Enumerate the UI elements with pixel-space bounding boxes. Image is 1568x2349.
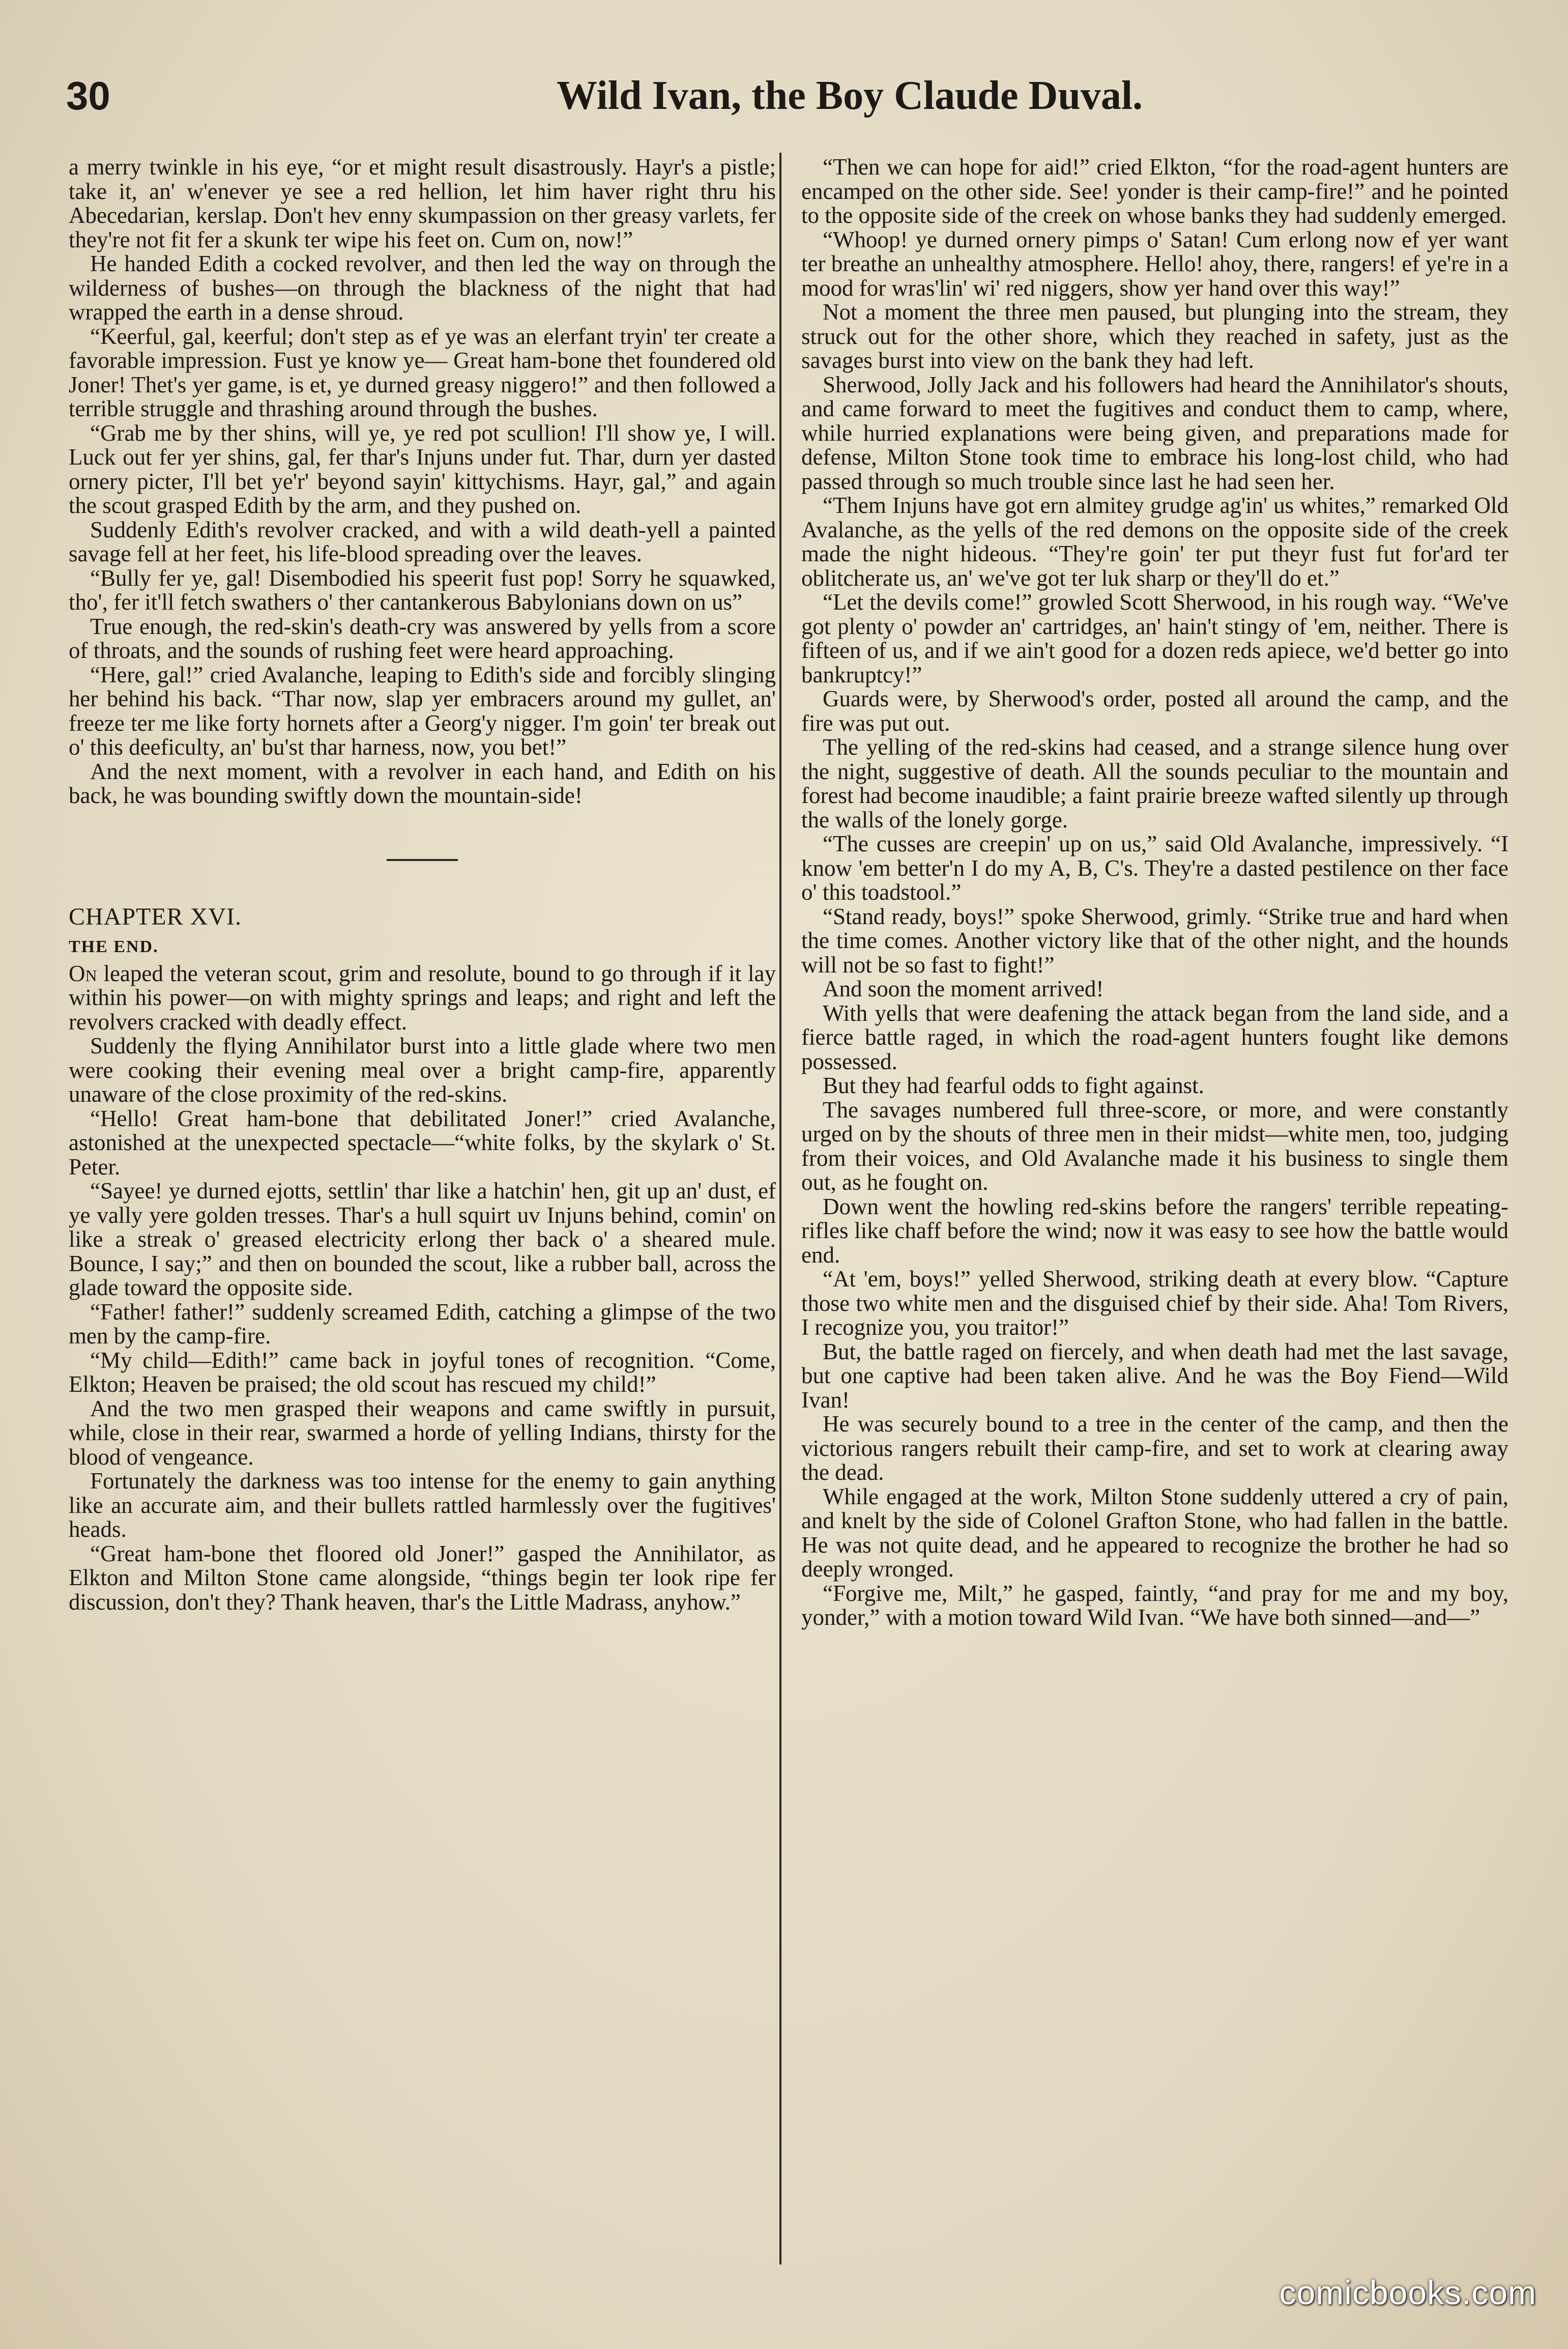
opening-word: On xyxy=(69,960,97,986)
paragraph: “My child—Edith!” came back in joyful tones of recognition. “Come, Elkton; Heaven be praised; the old scout has rescued my child!” xyxy=(69,1347,776,1397)
paragraph: “Great ham-bone thet floored old Joner!” gasped the Annihilator, as Elkton and Milton Stone came alongside, “things begin ter look ripe fer discussion, don't they? Thank heaven, thar's the Little Madrass, anyhow.” xyxy=(69,1540,776,1615)
paragraph: “Whoop! ye durned ornery pimps o' Satan! Cum erlong now ef yer want ter breathe an unhealthy atmosphere. Hello! ahoy, there, rangers! ef ye're in a mood for wras'lin' wi' red niggers, show yer hand over this way!” xyxy=(801,226,1508,301)
paragraph: “Sayee! ye durned ejotts, settlin' thar like a hatchin' hen, git up an' dust, ef ye vally yere golden tresses. Thar's a hull squirt uv Injuns behind, comin' on like a streak o' greased electricity erlong ther back o' a sheared mule. Bounce, I say;” and then on bounded the scout, like a rubber ball, across the glade toward the opposite side. xyxy=(69,1178,776,1300)
paragraph: “At 'em, boys!” yelled Sherwood, striking death at every blow. “Capture those two white men and the disguised chief by their side. Aha! Tom Rivers, I recognize you, you traitor!” xyxy=(801,1266,1508,1340)
paragraph: And the two men grasped their weapons and came swiftly in pursuit, while, close in their rear, swarmed a horde of yelling Indians, thirsty for the blood of vengeance. xyxy=(69,1395,776,1470)
page-header xyxy=(66,70,1496,126)
paragraph: “Grab me by ther shins, will ye, ye red pot scullion! I'll show ye, I will. Luck out fer yer shins, gal, fer thar's Injuns under fut. Thar, durn yer dasted ornery picter, I'll bet ye'r' beyond sayin' kittychisms. Hayr, gal,” and again the scout grasped Edith by the arm, and they pushed on. xyxy=(69,420,776,518)
paragraph: “The cusses are creepin' up on us,” said Old Avalanche, impressively. “I know 'em better'n I do my A, B, C's. They're a dasted pestilence on ther face o' this toadstool.” xyxy=(801,831,1508,905)
paragraph: “Here, gal!” cried Avalanche, leaping to Edith's side and forcibly slinging her behind his back. “Thar now, slap yer embracers around my gullet, an' freeze ter me like forty hornets after a Georg'y nigger. I'm goin' ter break out o' this deeficulty, an' bu'st thar harness, now, you bet!” xyxy=(69,662,776,760)
paragraph: He handed Edith a cocked revolver, and then led the way on through the wilderness of bushes—on through the blackness of the night that had wrapped the earth in a dense shroud. xyxy=(69,251,776,325)
page-number: 30 xyxy=(66,73,110,118)
paragraph: While engaged at the work, Milton Stone suddenly uttered a cry of pain, and knelt by the side of Colonel Grafton Stone, who had fallen in the battle. He was not quite dead, and he appeared to recognize the brother he had so deeply wronged. xyxy=(801,1483,1508,1582)
paragraph: “Bully fer ye, gal! Disembodied his speerit fust pop! Sorry he squawked, tho', fer it'll fetch swathers o' ther cantankerous Babylonians down on us” xyxy=(69,565,776,615)
paragraph: Fortunately the darkness was too intense for the enemy to gain anything like an accurate aim, and their bullets rattled harmlessly over the fugitives' heads. xyxy=(69,1468,776,1542)
left-paragraphs-before-chapter xyxy=(69,155,776,808)
paragraph: But, the battle raged on fiercely, and when death had met the last savage, but one captive had been taken alive. And he was the Boy Fiend—Wild Ivan! xyxy=(801,1338,1508,1413)
chapter-subtitle: THE END. xyxy=(69,937,159,956)
paragraph: With yells that were deafening the attack began from the land side, and a fierce battle raged, in which the road-agent hunters fought like demons possessed. xyxy=(801,1000,1508,1074)
paragraph: Not a moment the three men paused, but plunging into the stream, they struck out for the other shore, which they reached in safety, just as the savages burst into view on the bank they had left. xyxy=(801,299,1508,373)
chapter-title: CHAPTER XVI. xyxy=(69,903,242,930)
paragraph: He was securely bound to a tree in the center of the camp, and then the victorious rangers rebuilt their camp-fire, and set to work at clearing away the dead. xyxy=(801,1411,1508,1485)
paragraph: The yelling of the red-skins had ceased, and a strange silence hung over the night, suggestive of death. All the sounds peculiar to the mountain and forest had become inaudible; a faint prairie breeze wafted silently up through the walls of the lonely gorge. xyxy=(801,734,1508,833)
paragraph: And soon the moment arrived! xyxy=(823,976,1104,1001)
watermark: comicbooks.com xyxy=(1279,2274,1536,2311)
paragraph: Suddenly Edith's revolver cracked, and with a wild death-yell a painted savage fell at her feet, his life-blood spreading over the leaves. xyxy=(69,517,776,566)
paragraph: The savages numbered full three-score, or more, and were constantly urged on by the shouts of three men in their midst—white men, too, judging from their voices, and Old Avalanche made it his business to single them out, as he fought on. xyxy=(801,1097,1508,1195)
paragraph: “Keerful, gal, keerful; don't step as ef ye was an elerfant tryin' ter create a favorable impression. Fust ye know ye— Great ham-bone thet foundered old Joner! Thet's yer game, is et, ye durned greasy niggero!” and then followed a terrible struggle and thrashing around through the bushes. xyxy=(69,323,776,421)
paragraph: a merry twinkle in his eye, “or et might result disastrously. Hayr's a pistle; take it, an' w'enever ye see a red hellion, let him haver right thru his Abecedarian, kerslap. Don't hev enny skumpassion on ther greasy varlets, fer they're not fit fer a skunk ter wipe his feet on. Cum on, now!” xyxy=(69,155,776,252)
chapter-opening-paragraph xyxy=(69,962,776,1035)
running-title: Wild Ivan, the Boy Claude Duval. xyxy=(556,73,1143,118)
paragraph: Suddenly the flying Annihilator burst into a little glade where two men were cooking their evening meal over a bright camp-fire, apparently unaware of the close proximity of the red-skins. xyxy=(69,1033,776,1107)
paragraph: And the next moment, with a revolver in each hand, and Edith on his back, he was bounding swiftly down the mountain-side! xyxy=(69,758,776,808)
paragraph: Down went the howling red-skins before the rangers' terrible repeating-rifles like chaff before the wind; now it was easy to see how the battle would end. xyxy=(801,1193,1508,1268)
paragraph: Guards were, by Sherwood's order, posted all around the camp, and the fire was put out. xyxy=(801,686,1508,736)
column-divider xyxy=(779,153,781,2265)
paragraph: “Forgive me, Milt,” he gasped, faintly, “and pray for me and my boy, yonder,” with a motion toward Wild Ivan. “We have both sinned—and—” xyxy=(801,1580,1508,1630)
opening-text: leaped the veteran scout, grim and resolute, bound to go through if it lay within his power—on with mighty springs and leaps; and right and left the revolvers cracked with deadly effect. xyxy=(69,960,776,1035)
paragraph: “Hello! Great ham-bone that debilitated Joner!” cried Avalanche, astonished at the unexpected spectacle—“white folks, by the skylark o' St. Peter. xyxy=(69,1105,776,1180)
paragraph: “Then we can hope for aid!” cried Elkton, “for the road-agent hunters are encamped on the other side. See! yonder is their camp-fire!” and he pointed to the opposite side of the creek on whose banks they had suddenly emerged. xyxy=(801,155,1508,228)
right-column xyxy=(801,155,1508,2242)
left-column xyxy=(69,155,776,2242)
paragraph: True enough, the red-skin's death-cry was answered by yells from a score of throats, and the sounds of rushing feet were heard approaching. xyxy=(69,613,776,663)
paragraph: “Them Injuns have got ern almitey grudge ag'in' us whites,” remarked Old Avalanche, as the yells of the red demons on the opposite side of the creek made the night hideous. “They're goin' ter put theyr fust fut for'ard ter oblitcherate us, an' we've got ter luk sharp or they'll do et.” xyxy=(801,493,1508,591)
section-separator xyxy=(387,859,458,861)
paragraph: But they had fearful odds to fight against. xyxy=(823,1073,1204,1098)
paragraph: Sherwood, Jolly Jack and his followers had heard the Annihilator's shouts, and came forward to meet the fugitives and conduct them to camp, where, while hurried explanations were being given, and preparations made for defense, Milton Stone took time to embrace his long-lost child, who had passed through so much trouble since last he had seen her. xyxy=(801,371,1508,494)
paragraph: “Stand ready, boys!” spoke Sherwood, grimly. “Strike true and hard when the time comes. Another victory like that of the other night, and the hounds will not be so fast to fight!” xyxy=(801,903,1508,978)
paragraph: “Father! father!” suddenly screamed Edith, catching a glimpse of the two men by the camp-fire. xyxy=(69,1299,776,1349)
left-paragraphs-after-chapter xyxy=(69,1034,776,1614)
paragraph: “Let the devils come!” growled Scott Sherwood, in his rough way. “We've got plenty o' powder an' cartridges, an' hain't stingy of 'em, neither. There is fifteen of us, and if we ain't good for a dozen reds apiece, we'd better go into bankruptcy!” xyxy=(801,589,1508,687)
